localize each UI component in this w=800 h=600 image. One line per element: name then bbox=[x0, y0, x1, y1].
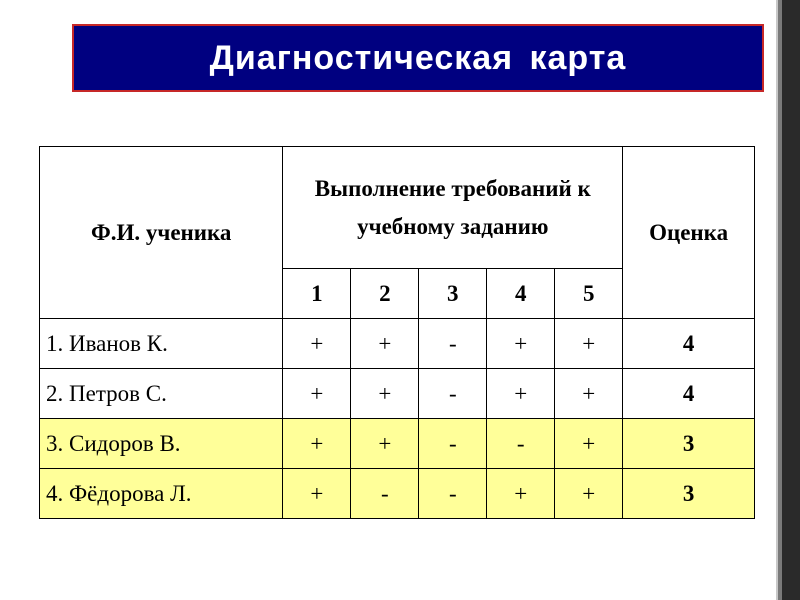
header-student-name: Ф.И. ученика bbox=[40, 147, 283, 319]
table-row bbox=[40, 419, 755, 469]
header-requirements bbox=[283, 147, 623, 269]
task-mark: + bbox=[283, 469, 351, 519]
task-mark: + bbox=[555, 419, 623, 469]
title-banner bbox=[72, 24, 764, 92]
task-number: 3 bbox=[419, 269, 487, 319]
table-row bbox=[40, 369, 755, 419]
task-mark: + bbox=[351, 419, 419, 469]
page-title: Диагностическая карта bbox=[209, 38, 627, 77]
table-row bbox=[40, 469, 755, 519]
table-row bbox=[40, 319, 755, 369]
task-number: 1 bbox=[283, 269, 351, 319]
task-mark: - bbox=[351, 469, 419, 519]
task-mark: - bbox=[487, 419, 555, 469]
task-number: 2 bbox=[351, 269, 419, 319]
task-mark: + bbox=[487, 319, 555, 369]
header-grade: Оценка bbox=[623, 147, 755, 319]
task-number: 4 bbox=[487, 269, 555, 319]
task-mark: + bbox=[283, 369, 351, 419]
task-mark: + bbox=[555, 469, 623, 519]
student-name: 2. Петров С. bbox=[40, 369, 283, 419]
task-mark: + bbox=[351, 319, 419, 369]
slide-edge-bar bbox=[782, 0, 800, 600]
student-grade: 3 bbox=[623, 469, 755, 519]
task-mark: + bbox=[487, 469, 555, 519]
student-grade: 4 bbox=[623, 319, 755, 369]
student-grade: 3 bbox=[623, 419, 755, 469]
task-mark: - bbox=[419, 319, 487, 369]
task-mark: + bbox=[351, 369, 419, 419]
task-mark: - bbox=[419, 469, 487, 519]
task-mark: - bbox=[419, 369, 487, 419]
student-name: 3. Сидоров В. bbox=[40, 419, 283, 469]
diagnostic-table bbox=[39, 146, 755, 519]
student-name: 1. Иванов К. bbox=[40, 319, 283, 369]
task-mark: - bbox=[419, 419, 487, 469]
task-mark: + bbox=[283, 419, 351, 469]
task-mark: + bbox=[487, 369, 555, 419]
student-name: 4. Фёдорова Л. bbox=[40, 469, 283, 519]
task-mark: + bbox=[283, 319, 351, 369]
header-requirements-text: Выполнение требований к учебному заданию bbox=[314, 175, 591, 239]
task-mark: + bbox=[555, 319, 623, 369]
task-mark: + bbox=[555, 369, 623, 419]
student-grade: 4 bbox=[623, 369, 755, 419]
task-number: 5 bbox=[555, 269, 623, 319]
